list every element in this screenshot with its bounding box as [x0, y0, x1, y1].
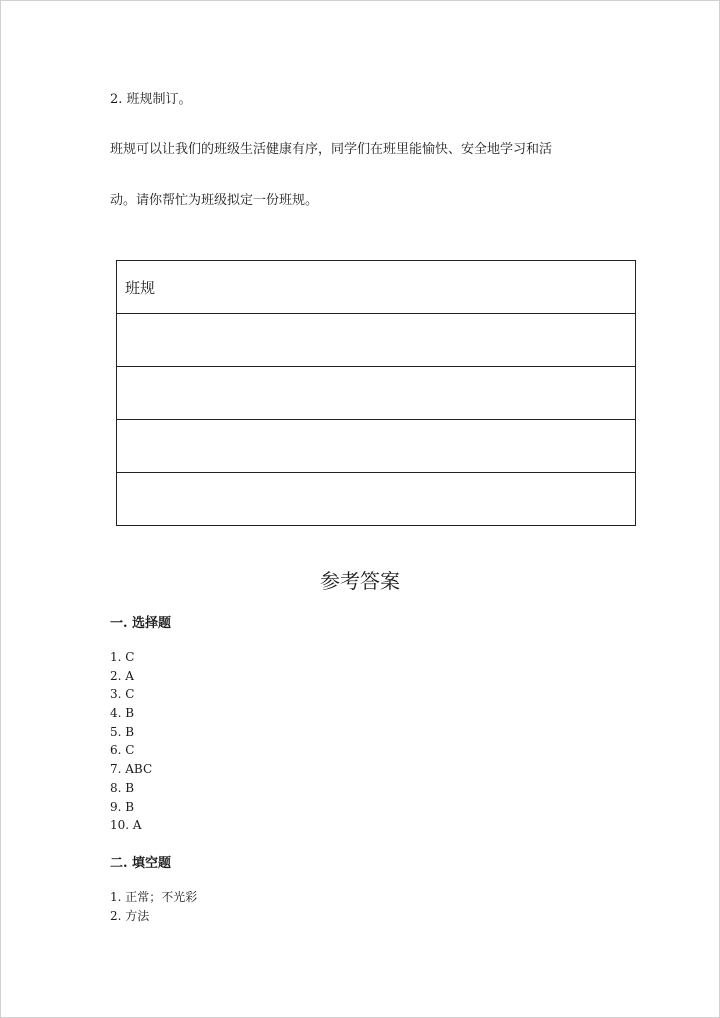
fill-blank-answer-list: [110, 888, 197, 925]
answer-item: 7. ABC: [110, 762, 153, 777]
answer-item: 10. A: [110, 818, 142, 833]
rules-table-header: 班规: [117, 261, 636, 314]
answer-item: 6. C: [110, 743, 135, 758]
section-heading-fill-blank: 二. 填空题: [110, 856, 172, 871]
rules-table-blank-cell[interactable]: [117, 420, 636, 473]
answer-item: 9. B: [110, 799, 135, 814]
answer-key-title: 参考答案: [320, 569, 400, 593]
answer-item: 5. B: [110, 724, 135, 739]
answer-item: 8. B: [110, 780, 135, 795]
question-paragraph-line-2: 动。请你帮忙为班级拟定一份班规。: [110, 193, 319, 208]
rules-table-header-row: [117, 261, 636, 314]
rules-table-blank-cell[interactable]: [117, 367, 636, 420]
class-rules-table: [116, 260, 636, 526]
section-heading-choice: 一. 选择题: [110, 616, 172, 631]
question-paragraph-line-1: 班规可以让我们的班级生活健康有序，同学们在班里能愉快、安全地学习和活: [110, 142, 553, 157]
rules-table-blank-cell[interactable]: [117, 314, 636, 367]
question-title: 2. 班规制订。: [110, 92, 192, 107]
answer-item: 3. C: [110, 687, 135, 702]
answer-item: 1. 正常；不光彩: [110, 890, 198, 904]
rules-table-row: [117, 420, 636, 473]
rules-table-blank-cell[interactable]: [117, 473, 636, 526]
answer-item: 2. 方法: [110, 908, 150, 923]
rules-table-row: [117, 367, 636, 420]
rules-table-row: [117, 473, 636, 526]
answer-item: 1. C: [110, 650, 135, 664]
answer-item: 4. B: [110, 706, 135, 721]
answer-item: 2. A: [110, 668, 134, 683]
rules-table-row: [117, 314, 636, 367]
choice-answer-list: [110, 648, 152, 835]
